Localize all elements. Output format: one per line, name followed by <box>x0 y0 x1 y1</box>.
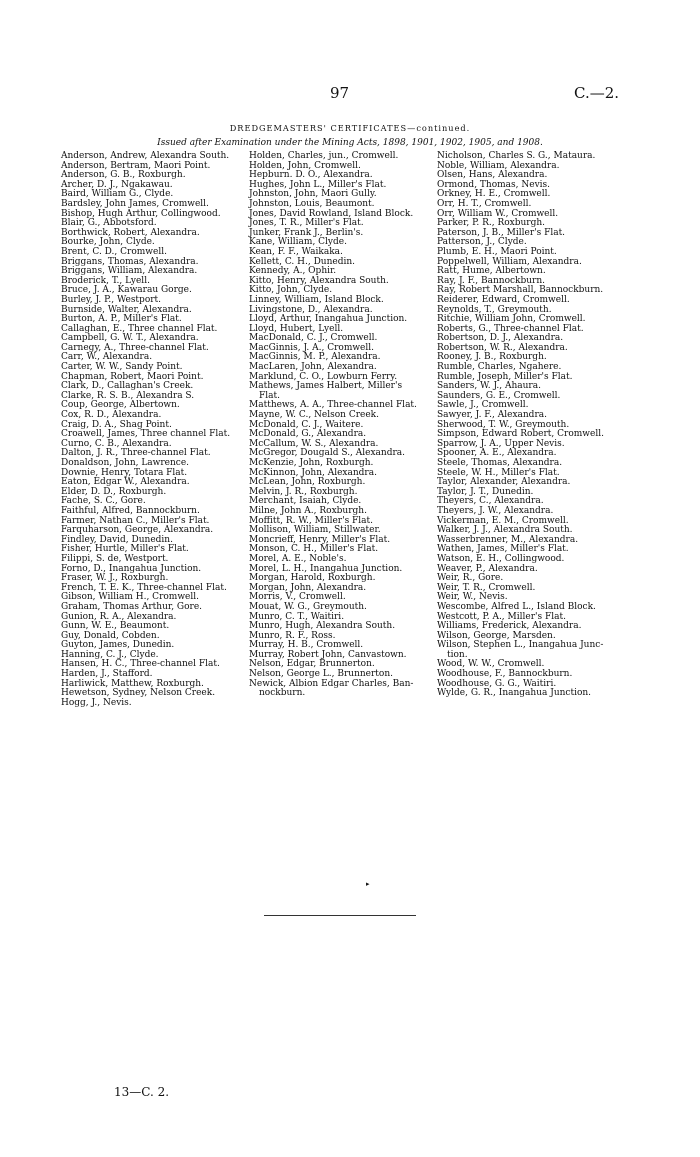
name-entry: Taylor, J. T., Dunedin. <box>437 486 534 497</box>
name-entry: Archer, D. J., Ngakawau. <box>61 179 173 190</box>
name-entry: Lloyd, Arthur, Inangahua Junction. <box>249 314 408 325</box>
name-entry: Weir, T. R., Cromwell. <box>437 582 536 593</box>
divider-rule <box>264 915 416 916</box>
name-entry: Linney, William, Island Block. <box>249 294 384 305</box>
name-entry: Robertson, W. R., Alexandra. <box>437 342 568 353</box>
name-entry: Orr, William W., Cromwell. <box>437 208 559 219</box>
name-entry: Ritchie, William John, Cromwell. <box>437 314 586 325</box>
name-entry: Sawyer, J. F., Alexandra. <box>437 410 547 421</box>
name-entry: Plumb, E. H., Maori Point. <box>437 246 557 257</box>
name-entry: Weir, W., Nevis. <box>437 592 508 603</box>
name-entry: Weir, R., Gore. <box>437 573 504 584</box>
names-column-3 <box>437 152 627 699</box>
name-entry: Anderson, G. B., Roxburgh. <box>61 170 186 181</box>
name-entry: Holden, John, Cromwell. <box>249 160 361 171</box>
name-entry: Matthews, A. A., Three-channel Flat. <box>249 400 417 411</box>
name-entry: Burley, J. P., Westport. <box>61 294 162 305</box>
name-entry: McGregor, Dougald S., Alexandra. <box>249 448 406 459</box>
name-entry: Hanning, C. J., Clyde. <box>61 649 159 660</box>
name-entry: Clark, D., Callaghan's Creek. <box>61 381 194 392</box>
name-entry: Murray, H. B., Cromwell. <box>249 640 364 651</box>
name-entry: Vickerman, E. M., Cromwell. <box>437 515 569 526</box>
name-entry: Simpson, Edward Robert, Cromwell. <box>437 429 604 440</box>
name-entry: Briggans, William, Alexandra. <box>61 266 198 277</box>
name-entry: Carnegy, A., Three-channel Flat. <box>61 342 209 353</box>
name-entry: Croawell, James, Three channel Flat. <box>61 429 231 440</box>
name-entry: Rooney, J. B., Roxburgh. <box>437 352 547 363</box>
name-entry: Poppelwell, William, Alexandra. <box>437 256 582 267</box>
name-entry: Moffitt, R. W., Miller's Flat. <box>249 515 374 526</box>
name-entry: Hansen, H. C., Three-channel Flat. <box>61 659 220 670</box>
name-entry: Ray, J. F., Bannockburn. <box>437 275 546 286</box>
name-entry: Munro, R. F., Ross. <box>249 630 336 641</box>
name-entry: Noble, William, Alexandra. <box>437 160 560 171</box>
name-entry: McDonald, C. J., Waitere. <box>249 419 364 430</box>
name-entry: Wilson, George, Marsden. <box>437 630 556 641</box>
name-entry: Marklund, C. O., Lowburn Ferry. <box>249 371 398 382</box>
name-entry: MacLaren, John, Alexandra. <box>249 362 377 373</box>
name-entry: Junker, Frank J., Berlin's. <box>249 227 364 238</box>
name-entry: Ray, Robert Marshall, Bannockburn. <box>437 285 604 296</box>
name-entry: Morel, L. H., Inangahua Junction. <box>249 563 403 574</box>
name-entry: Brent, C. D., Cromwell. <box>61 246 167 257</box>
name-entry: Williams, Frederick, Alexandra. <box>437 621 582 632</box>
page-number: 97 <box>330 84 350 102</box>
name-entry: McDonald, G., Alexandra. <box>249 429 367 440</box>
name-entry: Mollison, William, Stillwater. <box>249 525 381 536</box>
name-entry: Munro, C. T., Waitiri. <box>249 611 345 622</box>
name-entry: Eaton, Edgar W., Alexandra. <box>61 477 190 488</box>
name-entry: French, T. E. K., Three-channel Flat. <box>61 582 227 593</box>
name-entry: Morgan, Harold, Roxburgh. <box>249 573 376 584</box>
name-entry: Farquharson, George, Alexandra. <box>61 525 214 536</box>
name-entry: Rumble, Charles, Ngahere. <box>437 362 562 373</box>
name-entry: Baird, William G., Clyde. <box>61 189 174 200</box>
name-entry: McKinnon, John, Alexandra. <box>249 467 377 478</box>
name-entry: Orkney, H. E., Cromwell. <box>437 189 551 200</box>
name-entry: Reynolds, T., Greymouth. <box>437 304 552 315</box>
name-entry: Sherwood, T. W., Greymouth. <box>437 419 570 430</box>
name-entry: Spooner, A. E., Alexandra. <box>437 448 557 459</box>
name-entry: Nicholson, Charles S. G., Mataura. <box>437 151 596 161</box>
name-entry: Blair, G., Abbotsford. <box>61 218 157 229</box>
name-entry: Hughes, John L., Miller's Flat. <box>249 179 387 190</box>
name-entry: Faithful, Alfred, Bannockburn. <box>61 505 200 516</box>
name-entry: Hepburn. D. O., Alexandra. <box>249 170 373 181</box>
name-entry: Nelson, Edgar, Brunnerton. <box>249 659 375 670</box>
name-entry: Olsen, Hans, Alexandra. <box>437 170 548 181</box>
name-entry: Kitto, John, Clyde. <box>249 285 333 296</box>
name-entry: Gunn, W. E., Beaumont. <box>61 621 170 632</box>
name-entry: Kennedy, A., Ophir. <box>249 266 337 277</box>
name-entry: Weaver, P., Alexandra. <box>437 563 538 574</box>
name-entry: Curno, C. B., Alexandra. <box>61 438 172 449</box>
name-entry: nockburn. <box>259 688 306 699</box>
name-entry: Johnston, Louis, Beaumont. <box>249 198 375 209</box>
name-entry: Guyton, James, Dunedin. <box>61 640 175 651</box>
name-entry: Mayne, W. C., Nelson Creek. <box>249 410 379 421</box>
name-entry: Murray, Robert John, Canvastown. <box>249 649 407 660</box>
name-entry: Westcott, P. A., Miller's Flat. <box>437 611 566 622</box>
name-entry: Woodhouse, F., Bannockburn. <box>437 669 573 680</box>
name-entry: Saunders, G. E., Cromwell. <box>437 390 561 401</box>
name-entry: Campbell, G. W. T., Alexandra. <box>61 333 199 344</box>
name-entry: Harden, J., Stafford. <box>61 669 153 680</box>
name-entry: Gunion, R. A., Alexandra. <box>61 611 177 622</box>
name-entry: Theyers, J. W., Alexandra. <box>437 505 554 516</box>
name-entry: Moncrieff, Henry, Miller's Flat. <box>249 534 391 545</box>
stray-mark: ▸ <box>366 880 370 888</box>
name-entry: Theyers, C., Alexandra. <box>437 496 544 507</box>
name-entry: Harliwick, Matthew, Roxburgh. <box>61 678 204 689</box>
name-entry: Fisher, Hurtle, Miller's Flat. <box>61 544 189 555</box>
name-entry: Patterson, J., Clyde. <box>437 237 527 248</box>
names-column-1 <box>61 152 239 708</box>
name-entry: Broderick, T., Lyell. <box>61 275 150 286</box>
name-entry: Orr, H. T., Cromwell. <box>437 198 532 209</box>
name-entry: Robertson, D. J., Alexandra. <box>437 333 564 344</box>
name-entry: Coup, George, Albertown. <box>61 400 180 411</box>
name-entry: Roberts, G., Three-channel Flat. <box>437 323 584 334</box>
section-title: DREDGEMASTERS' CERTIFICATES—continued. <box>229 123 471 133</box>
name-entry: Monson, C. H., Miller's Flat. <box>249 544 379 555</box>
name-entry: Livingstone, D., Alexandra. <box>249 304 373 315</box>
name-entry: Wathen, James, Miller's Flat. <box>437 544 569 555</box>
name-entry: Wilson, Stephen L., Inangahua Junc- <box>437 640 604 651</box>
name-entry: Sparrow, J. A., Upper Nevis. <box>437 438 565 449</box>
name-entry: tion. <box>447 649 468 660</box>
name-entry: Woodhouse, G. G., Waitiri. <box>437 678 557 689</box>
name-entry: Ormond, Thomas, Nevis. <box>437 179 551 190</box>
name-entry: Watson, E. H., Collingwood. <box>437 553 565 564</box>
name-entry: Merchant, Isaiah, Clyde. <box>249 496 362 507</box>
name-entry: Farmer, Nathan C., Miller's Flat. <box>61 515 210 526</box>
name-entry: Borthwick, Robert, Alexandra. <box>61 227 200 238</box>
name-entry: Kellett, C. H., Dunedin. <box>249 256 355 267</box>
name-entry: Filippi, S. de, Westport. <box>61 553 169 564</box>
name-entry: Nelson, George L., Brunnerton. <box>249 669 394 680</box>
page-reference: C.—2. <box>574 84 620 102</box>
name-entry: Melvin, J. R., Roxburgh. <box>249 486 358 497</box>
names-column-2 <box>249 152 429 699</box>
name-entry: Morel, A. E., Noble's. <box>249 553 347 564</box>
name-entry: Sanders, W. J., Ahaura. <box>437 381 541 392</box>
name-entry: Downie, Henry, Totara Flat. <box>61 467 188 478</box>
name-entry: Callaghan, E., Three channel Flat. <box>61 323 218 334</box>
name-entry: Jones, T. R., Miller's Flat. <box>249 218 364 229</box>
name-entry: Fache, S. C., Gore. <box>61 496 146 507</box>
name-entry: Mouat, W. G., Greymouth. <box>249 601 367 612</box>
name-entry: MacDonald, C. J., Cromwell. <box>249 333 378 344</box>
name-entry: Kean, F. F., Waikaka. <box>249 246 343 257</box>
name-entry: Chapman, Robert, Maori Point. <box>61 371 204 382</box>
name-entry: Reiderer, Edward, Cromwell. <box>437 294 570 305</box>
name-entry: Munro, Hugh, Alexandra South. <box>249 621 396 632</box>
name-entry: Forno, D., Inangahua Junction. <box>61 563 202 574</box>
name-entry: Johnston, John, Maori Gully. <box>249 189 377 200</box>
name-entry: McCallum, W. S., Alexandra. <box>249 438 379 449</box>
name-entry: Findley, David, Dunedin. <box>61 534 173 545</box>
name-entry: Guy, Donald, Cobden. <box>61 630 160 641</box>
name-entry: Wescombe, Alfred L., Island Block. <box>437 601 596 612</box>
name-entry: Graham, Thomas Arthur, Gore. <box>61 601 203 612</box>
name-entry: Rumble, Joseph, Miller's Flat. <box>437 371 573 382</box>
name-entry: Wasserbrenner, M., Alexandra. <box>437 534 579 545</box>
name-entry: Hewetson, Sydney, Nelson Creek. <box>61 688 216 699</box>
name-entry: Taylor, Alexander, Alexandra. <box>437 477 571 488</box>
name-entry: Flat. <box>259 390 280 401</box>
name-entry: Steele, Thomas, Alexandra. <box>437 458 563 468</box>
name-entry: Anderson, Andrew, Alexandra South. <box>61 151 230 161</box>
name-entry: Clarke, R. S. B., Alexandra S. <box>61 390 195 401</box>
name-entry: Cox, R. D., Alexandra. <box>61 410 162 421</box>
name-entry: Donaldson, John, Lawrence. <box>61 458 190 468</box>
name-entry: Craig, D. A., Shag Point. <box>61 419 172 430</box>
name-entry: Jones, David Rowland, Island Block. <box>249 208 414 219</box>
name-entry: Bruce, J. A., Kawarau Gorge. <box>61 285 192 296</box>
name-entry: MacGinnis, M. P., Alexandra. <box>249 352 381 363</box>
name-entry: Paterson, J. B., Miller's Flat. <box>437 227 566 238</box>
name-entry: Anderson, Bertram, Maori Point. <box>61 160 211 171</box>
name-entry: Dalton, J. R., Three-channel Flat. <box>61 448 211 459</box>
name-entry: McKenzie, John, Roxburgh. <box>249 458 374 468</box>
name-entry: Bishop, Hugh Arthur, Collingwood. <box>61 208 221 219</box>
name-entry: MacGinnis, J. A., Cromwell. <box>249 342 375 353</box>
name-entry: Kane, William, Clyde. <box>249 237 347 248</box>
name-entry: Lloyd, Hubert, Lyell. <box>249 323 344 334</box>
name-entry: Fraser, W. J., Roxburgh. <box>61 573 169 584</box>
name-entry: Wood, W. W., Cromwell. <box>437 659 545 670</box>
name-entry: Carter, W. W., Sandy Point. <box>61 362 183 373</box>
name-entry: Wylde, G. R., Inangahua Junction. <box>437 688 592 699</box>
name-entry: McLean, John, Roxburgh. <box>249 477 366 488</box>
section-subtitle: Issued after Examination under the Mining Acts, 1898, 1901, 1902, 1905, and 1908. <box>157 138 543 148</box>
name-entry: Mathews, James Halbert, Miller's <box>249 381 403 392</box>
name-entry: Steele, W. H., Miller's Flat. <box>437 467 560 478</box>
name-entry: Kitto, Henry, Alexandra South. <box>249 275 389 286</box>
name-entry: Holden, Charles, jun., Cromwell. <box>249 151 399 161</box>
name-entry: Carr, W., Alexandra. <box>61 352 153 363</box>
footer-reference: 13—C. 2. <box>114 1085 170 1099</box>
name-entry: Morris, V., Cromwell. <box>249 592 346 603</box>
name-entry: Parker, P. R., Roxburgh. <box>437 218 545 229</box>
name-entry: Hogg, J., Nevis. <box>61 697 132 708</box>
name-entry: Burnside, Walter, Alexandra. <box>61 304 192 315</box>
name-entry: Briggans, Thomas, Alexandra. <box>61 256 199 267</box>
name-entry: Newick, Albion Edgar Charles, Ban- <box>249 678 414 689</box>
name-entry: Gibson, William H., Cromwell. <box>61 592 199 603</box>
name-entry: Bourke, John, Clyde. <box>61 237 155 248</box>
name-entry: Milne, John A., Roxburgh. <box>249 505 367 516</box>
name-entry: Elder, D. D., Roxburgh. <box>61 486 167 497</box>
name-entry: Burton, A. P., Miller's Flat. <box>61 314 182 325</box>
name-entry: Morgan, John, Alexandra. <box>249 582 367 593</box>
name-entry: Bardsley, John James, Cromwell. <box>61 198 209 209</box>
name-entry: Sawle, J., Cromwell. <box>437 400 529 411</box>
name-entry: Ratt, Hume, Albertown. <box>437 266 546 277</box>
name-entry: Walker, J. J., Alexandra South. <box>437 525 573 536</box>
